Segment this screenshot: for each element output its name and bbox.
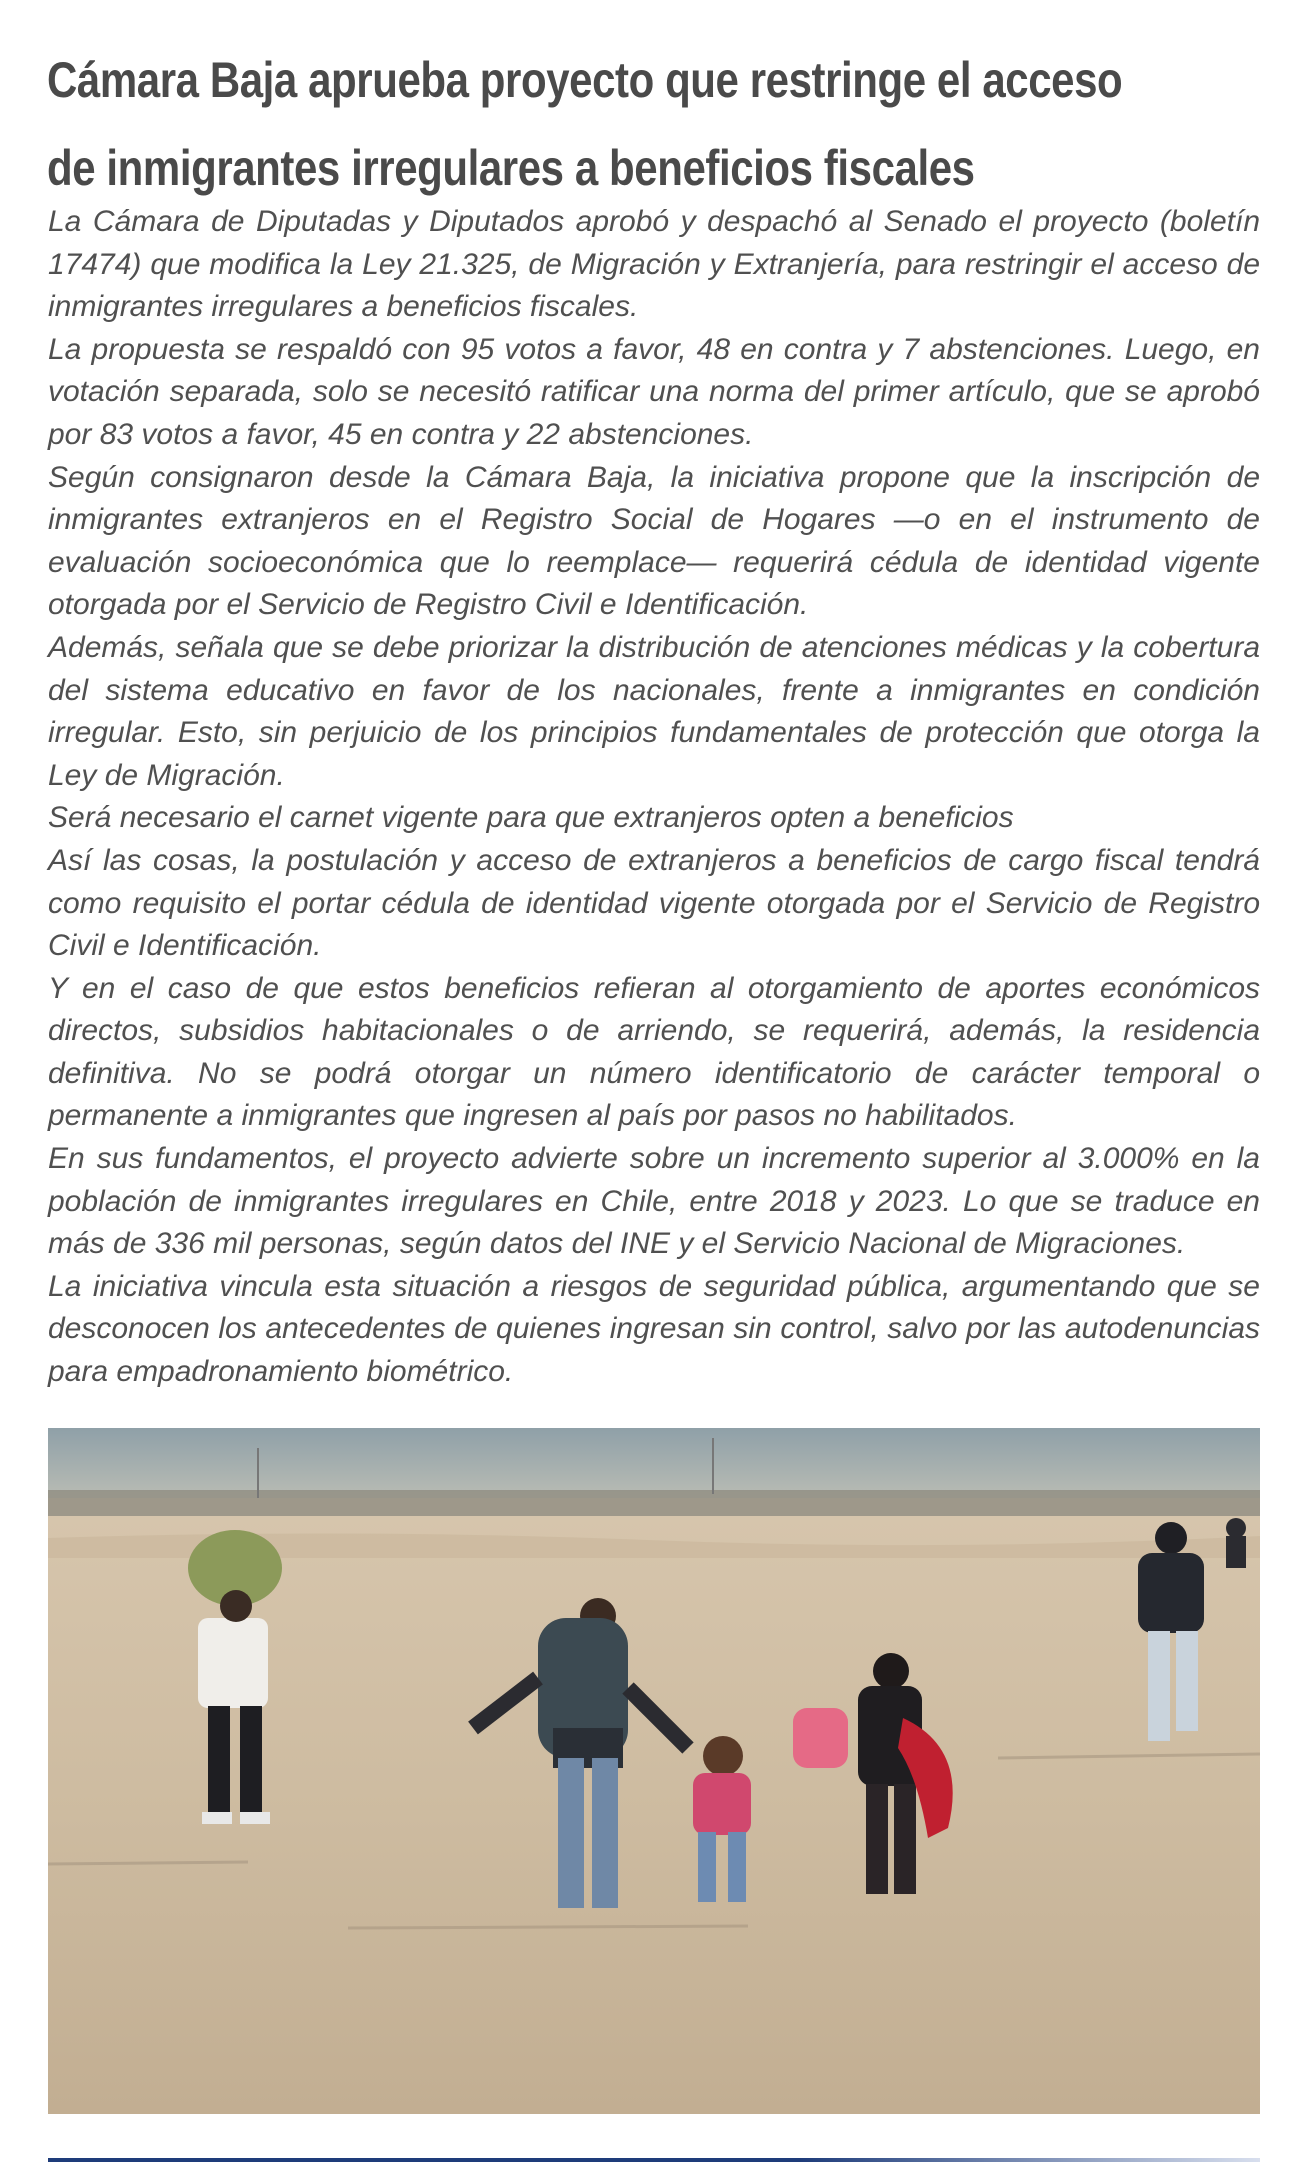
subheading: Será necesario el carnet vigente para que extranjeros opten a beneficios	[48, 801, 1014, 835]
paragraph-7: En sus fundamentos, el proyecto advierte sobre un incremento superior al 3.000% en la población de inmigrantes irregulares en Chile, entre 2018 y 2023. Lo que se traduce en más de 336 mil personas, según datos del INE y el Servicio Nacional de Migraciones.	[48, 1142, 1260, 1261]
article-photo	[48, 1428, 1260, 2114]
paragraph-4: Además, señala que se debe priorizar la distribución de atenciones médicas y la cobertura del sistema educativo en favor de los nacionales, frente a inmigrantes en condición irregular. Esto, sin perjuicio de los principios fundamentales de protección que otorga la Ley de Migración.	[48, 630, 1260, 792]
paragraph-1: La Cámara de Diputadas y Diputados aprobó y despachó al Senado el proyecto (boletín 17474) que modifica la Ley 21.325, de Migración y Extranjería, para restringir el acceso de inmigrantes irregulares a beneficios fiscales.	[48, 205, 1260, 324]
article-title	[47, 36, 1123, 212]
paragraph-3: Según consignaron desde la Cámara Baja, la iniciativa propone que la inscripción de inmigrantes extranjeros en el Registro Social de Hogares —o en el instrumento de evaluación socioeconómica que lo reemplace— requerirá cédula de identidad vigente otorgada por el Servicio de Registro Civil e Identificación.	[48, 460, 1260, 622]
paragraph-6: Y en el caso de que estos beneficios refieran al otorgamiento de aportes económicos directos, subsidios habitacionales o de arriendo, se requerirá, además, la residencia definitiva. No se podrá otorgar un número identificatorio de carácter temporal o permanente a inmigrantes que ingresen al país por pasos no habilitados.	[48, 971, 1260, 1133]
paragraph-2: La propuesta se respaldó con 95 votos a favor, 48 en contra y 7 abstenciones. Luego, en votación separada, solo se necesitó ratificar una norma del primer artículo, que se aprobó por 83 votos a favor, 45 en contra y 22 abstenciones.	[48, 332, 1260, 451]
article-body	[48, 201, 1260, 1394]
article-title-line-2: de inmigrantes irregulares a beneficios fiscales	[47, 140, 975, 196]
bottom-divider	[48, 2158, 1260, 2162]
article-title-line-1: Cámara Baja aprueba proyecto que restringe el acceso	[47, 52, 1123, 108]
desert-migrants-illustration	[48, 1428, 1260, 2114]
paragraph-5: Así las cosas, la postulación y acceso de extranjeros a beneficios de cargo fiscal tendrá como requisito el portar cédula de identidad vigente otorgada por el Servicio de Registro Civil e Identificación.	[48, 843, 1260, 963]
paragraph-8: La iniciativa vincula esta situación a riesgos de seguridad pública, argumentando que se desconocen los antecedentes de quienes ingresan sin control, salvo por las autodenuncias para empadronamiento biométrico.	[48, 1269, 1260, 1389]
